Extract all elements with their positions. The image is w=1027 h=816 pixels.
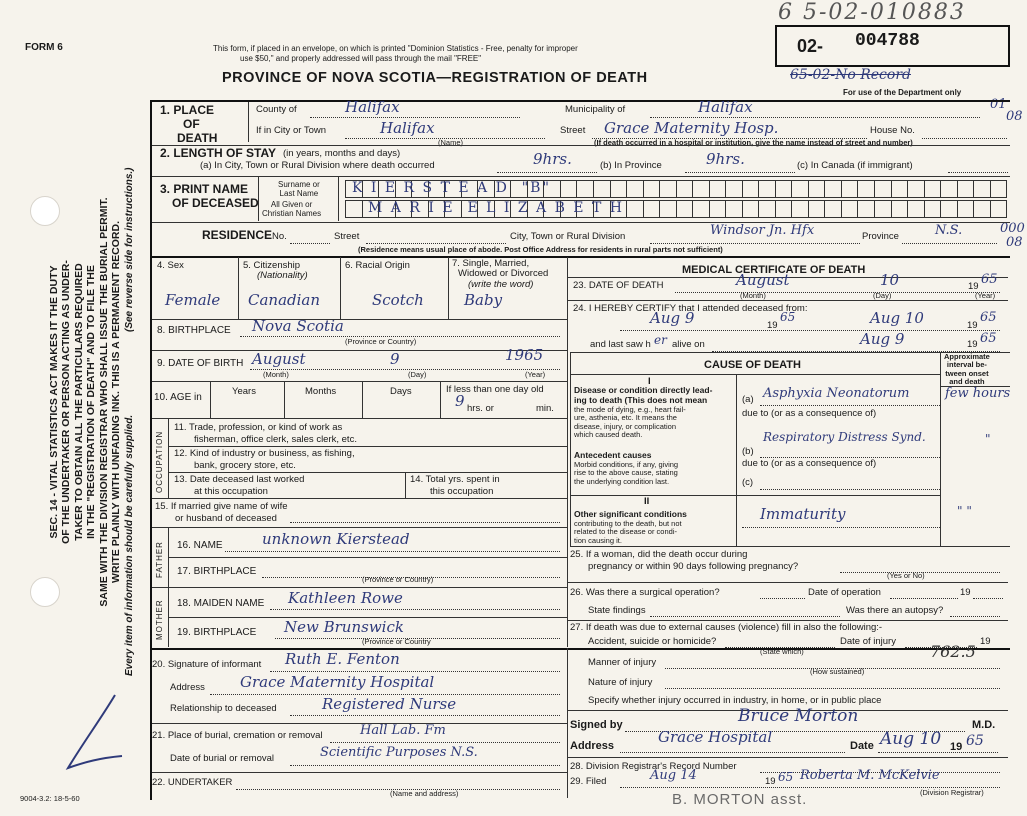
citizenship-value[interactable]: Canadian [248,291,321,309]
given-name-value: M A R I E E L I Z A B E T H [368,200,624,216]
racial-origin-value[interactable]: Scotch [372,291,424,309]
cause-b-label: (b) [742,446,754,457]
death-year-caption: (Year) [975,291,996,300]
father-side-label: FATHER [155,541,164,578]
registration-prefix: 02- [797,36,824,56]
dob-day-caption: (Day) [408,370,427,379]
cause-roman-1: I [648,376,651,387]
cause-b-value[interactable]: Respiratory Distress Synd. [763,430,926,444]
informant-address-value[interactable]: Grace Maternity Hospital [240,673,435,691]
dob-month[interactable]: August [252,350,306,368]
burial-date-value[interactable]: Scientific Purposes N.S. [320,745,478,760]
mother-maiden-label: 18. MAIDEN NAME [177,598,265,609]
city-label: If in City or Town [256,125,327,136]
mother-maiden-value[interactable]: Kathleen Rowe [288,589,403,607]
industry-label: Specify whether injury occurred in industry, in home, or in public place [588,695,882,706]
attended-to-year-prefix: 19 [967,320,978,331]
residence-city-value[interactable]: Windsor Jn. Hfx [710,223,815,238]
municipality-value[interactable]: Halifax [698,98,753,116]
place-label: 1. PLACE OF DEATH [160,103,218,145]
last-saw-year-prefix: 19 [967,339,978,350]
last-saw-pronoun[interactable]: er [654,333,667,347]
registrar-stamp: B. MORTON asst. [672,791,808,808]
q29-year-prefix: 19 [765,776,776,787]
county-label: County of [256,104,297,115]
department-use-note: For use of the Department only [843,88,962,97]
margin-code-b: 08 [1006,109,1023,124]
date-of-death-label: 23. DATE OF DEATH [573,280,664,291]
informant-signature-value[interactable]: Ruth E. Fenton [285,650,400,668]
q11-label: 11. Trade, profession, or kind of work as fisherman, office clerk, sales clerk, etc. [174,422,357,446]
house-label: House No. [870,125,915,136]
residence-no-label: No. [272,231,287,242]
cause-c-label: (c) [742,477,754,488]
postage-note-1: This form, if placed in an envelope, on which is printed "Dominion Statistics - Free, penalty for improper [213,44,578,53]
attended-from-year[interactable]: 65 [780,310,796,324]
q27-year-prefix: 19 [980,636,991,647]
cause-a-interval[interactable]: few hours [945,386,1011,401]
death-month-caption: (Month) [740,291,766,300]
cause-b-interval[interactable]: " [985,432,991,446]
age-min-label: min. [536,403,554,414]
stay-label: 2. LENGTH OF STAY [160,146,277,160]
due-to-b: due to (or as a consequence of) [742,458,877,469]
date-of-death-day[interactable]: 10 [880,271,900,289]
dob-label: 9. DATE OF BIRTH [157,358,244,369]
q25-caption: (Yes or No) [887,571,925,580]
dob-month-caption: (Month) [263,370,289,379]
surname-value: K I E R S T E A D "B" [352,180,551,196]
antecedent-description: Antecedent causes Morbid conditions, if any, giving rise to the above cause, stating the underlying condition last. [574,450,679,487]
other-conditions-value[interactable]: Immaturity [760,505,846,523]
dob-year[interactable]: 1965 [505,346,544,364]
medical-header: MEDICAL CERTIFICATE OF DEATH [682,264,866,276]
racial-origin-label: 6. Racial Origin [345,260,410,271]
margin-code-d: 08 [1006,235,1023,250]
burial-place-label: 21. Place of burial, cremation or removal [152,730,323,741]
signed-by-label: Signed by [570,719,623,731]
nature-label: Nature of injury [588,677,653,688]
age-less-day-label: If less than one day old [446,384,544,395]
residence-street-label: Street [334,231,360,242]
residence-city-label: City, Town or Rural Division [510,231,626,242]
undertaker-label: 22. UNDERTAKER [152,777,233,788]
q28-label: 28. Division Registrar's Record Number [570,761,737,772]
age-hours-label: hrs. or [467,403,494,414]
attended-from[interactable]: Aug 9 [650,309,695,327]
father-name-label: 16. NAME [177,540,223,551]
q27-accident-label: Accident, suicide or homicide? [588,636,717,647]
last-saw-label: and last saw h [590,339,651,350]
q27-injury-date-label: Date of injury [840,636,896,647]
residence-province-label: Province [862,231,899,242]
q29-label: 29. Filed [570,776,607,787]
q15-label: 15. If married give name of wife or husband of deceased [155,501,288,525]
other-conditions-description: Other significant conditions contributing to the death, but not related to the disease or condi- tion causing it. [574,509,687,546]
city-name-caption: (Name) [438,138,464,147]
q26-label: 26. Was there a surgical operation? [570,587,720,598]
age-hours-value[interactable]: 9 [455,392,465,410]
attended-to[interactable]: Aug 10 [870,309,924,327]
attended-from-year-prefix: 19 [767,320,778,331]
last-saw-year[interactable]: 65 [980,331,997,346]
birthplace-caption: (Province or Country) [345,337,417,346]
street-value[interactable]: Grace Maternity Hosp. [604,119,779,137]
manner-label: Manner of injury [588,657,657,668]
surname-label: Surname or Last Name [278,180,320,198]
form-title: PROVINCE OF NOVA SCOTIA—REGISTRATION OF DEATH [222,70,648,86]
stay-city-value[interactable]: 9hrs. [533,150,572,168]
stay-province-label: (b) In Province [600,160,662,171]
margin-code-a: 01 [990,97,1007,112]
q26-date-label: Date of operation [808,587,881,598]
dob-day[interactable]: 9 [390,350,400,368]
occupation-side-label: OCCUPATION [155,430,164,493]
residence-province-value[interactable]: N.S. [935,223,963,238]
street-note: (If death occurred in a hospital or institution, give the name instead of street and number) [594,138,913,147]
physician-address-value[interactable]: Grace Hospital [658,728,773,746]
top-registration-number: 6 5-02-010883 [778,0,966,25]
age-months-label: Months [305,386,337,397]
father-birthplace-label: 17. BIRTHPLACE [177,566,257,577]
cause-header: CAUSE OF DEATH [704,359,801,371]
postage-note-2: use $50," and properly addressed will pass through the mail "FREE" [240,54,482,63]
due-to-a: due to (or as a consequence of) [742,408,877,419]
attended-label: 24. I HEREBY CERTIFY that I attended deceased from: [573,303,808,314]
mother-side-label: MOTHER [155,599,164,640]
attended-to-year[interactable]: 65 [980,310,997,325]
informant-signature-label: 20. Signature of informant [152,659,262,670]
q27-code: 762.5 [930,642,976,661]
disease-description: Disease or condition directly lead- ing to death (This does not mean the mode of dying, e.g., heart fail- ure, asthenia, etc. It means the disease, injury, or complication which caused death. [574,385,713,440]
date-of-death-month[interactable]: August [736,271,790,289]
last-saw-date[interactable]: Aug 9 [860,330,905,348]
burial-date-label: Date of burial or removal [170,753,275,764]
q27-label: 27. If death was due to external causes (violence) fill in also the following:- [570,622,883,633]
mother-birthplace-caption: (Province or Country [362,637,431,646]
father-name-value[interactable]: unknown Kierstead [262,530,410,548]
signed-date-value[interactable]: Aug 10 [880,729,942,749]
father-birthplace-caption: (Province or Country) [362,575,434,584]
q14-label: 14. Total yrs. spent in this occupation [410,474,500,498]
physician-address-label: Address [570,740,615,752]
age-years-label: Years [232,386,256,397]
q29-year[interactable]: 65 [778,770,794,784]
informant-relationship-value[interactable]: Registered Nurse [322,695,457,713]
other-conditions-interval[interactable]: " " [957,504,972,518]
age-label: 10. AGE in [154,392,202,403]
signed-year[interactable]: 65 [966,733,984,749]
death-day-caption: (Day) [873,291,892,300]
citizenship-label: 5. Citizenship (Nationality) [243,260,308,282]
md-label: M.D. [972,719,996,731]
burial-place-value[interactable]: Hall Lab. Fm [360,723,446,738]
q25-label: 25. If a woman, did the death occur during pregnancy or within 90 days following pregnancy? [570,549,799,573]
q12-label: 12. Kind of industry or business, as fishing, bank, grocery store, etc. [174,448,355,472]
alive-on-label: alive on [672,339,705,350]
signed-by-value[interactable]: Bruce Morton [738,706,859,726]
margin-check-mark [60,690,130,780]
undertaker-caption: (Name and address) [390,789,459,798]
county-value[interactable]: Halifax [345,98,400,116]
date-of-death-year[interactable]: 65 [981,272,998,287]
interval-header: Approximate interval be- tween onset and death [944,352,990,386]
marital-status-label: 7. Single, Married, Widowed or Divorced (write the word) [452,258,549,290]
signed-year-prefix: 19 [950,741,963,753]
q26-autopsy-label: Was there an autopsy? [846,605,944,616]
residence-label: RESIDENCE [202,228,273,242]
stay-province-value[interactable]: 9hrs. [706,150,745,168]
q27-caption: (State which) [760,647,804,656]
cause-a-label: (a) [742,394,754,405]
stay-canada-label: (c) In Canada (if immigrant) [797,160,913,171]
side-note-supply: Every item of information should be carefully supplied. [124,414,135,676]
marital-status-value[interactable]: Baby [464,291,503,309]
side-instructions: SEC. 14 - VITAL STATISTICS ACT MAKES IT THE DUTY OF THE UNDERTAKER OR PERSON ACTING AS UNDER- TAKER TO OBTAIN ALL THE PARTICULARS REQUIRED IN THE "REGISTRATION OF DEATH" AND TO FILE THE SAME WITH THE DIVISION REGISTRAR WHO SHALL ISSUE THE BURIAL PERMIT. WRITE PLAINLY WITH UNFADING INK. THIS IS A PERMANENT RECORD. [48,197,122,607]
age-days-label: Days [390,386,412,397]
residence-note: (Residence means usual place of abode. Post Office Address for residents in rural parts not sufficient) [358,245,723,254]
margin-code-c: 000 [1000,221,1025,236]
side-note-reverse: (See reverse side for instructions.) [124,167,135,332]
cause-a-value[interactable]: Asphyxia Neonatorum [763,386,910,401]
dob-year-caption: (Year) [525,370,546,379]
stay-city-label: (a) In City, Town or Rural Division where death occurred [200,160,435,171]
birthplace-label: 8. BIRTHPLACE [157,325,231,336]
given-name-label: All Given or Christian Names [262,200,322,218]
how-sustained-caption: (How sustained) [810,667,865,676]
registration-handwritten: 65-02-No Record [790,67,911,83]
q13-label: 13. Date deceased last worked at this occupation [174,474,305,498]
q26-year-prefix: 19 [960,587,971,598]
registration-number: 004788 [855,31,920,51]
birthplace-value[interactable]: Nova Scotia [252,317,344,335]
informant-address-label: Address [170,682,205,693]
form-print-code: 9004-3.2: 18-5-60 [20,794,80,803]
informant-relationship-label: Relationship to deceased [170,703,277,714]
signed-date-label: Date [850,740,874,752]
municipality-label: Municipality of [565,104,626,115]
cause-roman-2: II [644,496,650,507]
form-number: FORM 6 [25,42,63,53]
date-of-death-year-prefix: 19 [968,281,979,292]
city-value[interactable]: Halifax [380,119,435,137]
q29-caption: (Division Registrar) [920,788,984,797]
sex-value[interactable]: Female [165,291,221,309]
q29-filed-date[interactable]: Aug 14 [650,768,697,783]
q29-registrar-signature[interactable]: Roberta M. McKelvie [800,768,940,783]
print-name-label: 3. PRINT NAME OF DECEASED [160,182,259,211]
q26-findings-label: State findings [588,605,646,616]
mother-birthplace-label: 19. BIRTHPLACE [177,627,257,638]
sex-label: 4. Sex [157,260,184,271]
mother-birthplace-value[interactable]: New Brunswick [284,618,404,636]
street-label: Street [560,125,586,136]
stay-note: (in years, months and days) [283,148,401,159]
